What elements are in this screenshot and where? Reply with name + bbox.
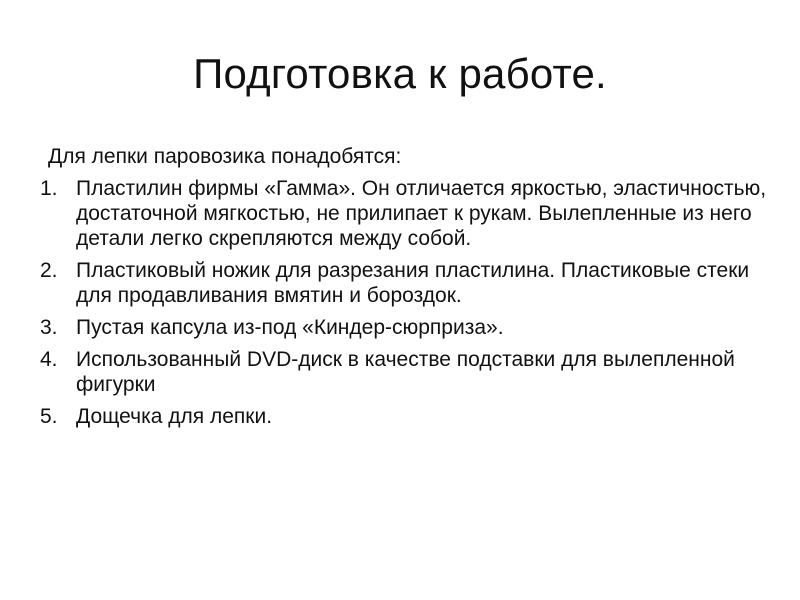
list-item-number: 4. xyxy=(40,348,58,371)
list-item-number: 3. xyxy=(40,316,58,339)
list-item-number: 1. xyxy=(40,177,58,200)
slide-content xyxy=(40,144,770,436)
list-item xyxy=(40,404,770,429)
list-item xyxy=(40,258,770,308)
list-item xyxy=(40,176,770,251)
list-item-text: Использованный DVD-диск в качестве подставки для вылепленной фигурки xyxy=(76,348,735,396)
intro-text: Для лепки паровозика понадобятся: xyxy=(48,145,402,168)
list-item xyxy=(40,315,770,340)
list-item-text: Пластилин фирмы «Гамма». Он отличается яркостью, эластичностью, достаточной мягкостью, не прилипает к рукам. Вылепленные из него детали легко скрепляются между собой. xyxy=(76,177,767,250)
supplies-list xyxy=(40,176,770,429)
list-item-text: Дощечка для лепки. xyxy=(76,405,273,428)
list-item-text: Пустая капсула из-под «Киндер-сюрприза». xyxy=(76,316,504,339)
list-item-number: 2. xyxy=(40,259,58,282)
list-item xyxy=(40,347,770,397)
list-item-text: Пластиковый ножик для разрезания пластилина. Пластиковые стеки для продавливания вмятин и бороздок. xyxy=(76,259,750,307)
slide-title: Подготовка к работе. xyxy=(193,50,607,97)
list-item-number: 5. xyxy=(40,405,58,428)
